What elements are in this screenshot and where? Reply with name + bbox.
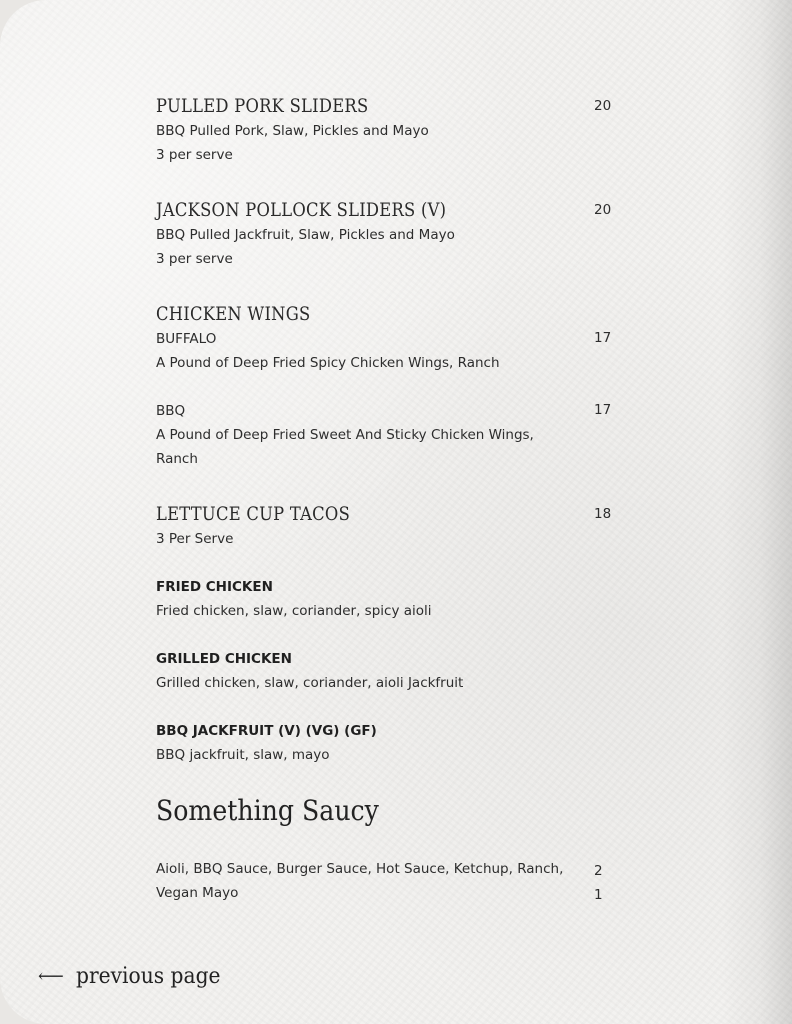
item-title-chicken-wings: CHICKEN WINGS: [156, 303, 311, 325]
taco-option-title: BBQ JACKFRUIT (V) (VG) (GF): [156, 723, 377, 739]
serve-pulled-pork-sliders: 3 per serve: [156, 147, 233, 163]
description-wings-buffalo: A Pound of Deep Fried Spicy Chicken Wings, Ranch: [156, 355, 500, 371]
price-wings-bbq: 17: [594, 402, 612, 418]
item-title-pulled-pork-sliders: PULLED PORK SLIDERS: [156, 95, 369, 117]
wings-bbq-label: BBQ: [156, 403, 186, 419]
serve-lettuce-cup-tacos: 3 Per Serve: [156, 531, 234, 547]
description-pulled-pork-sliders: BBQ Pulled Pork, Slaw, Pickles and Mayo: [156, 123, 429, 139]
taco-option-description: Fried chicken, slaw, coriander, spicy aioli: [156, 603, 432, 619]
previous-page-label: previous page: [75, 964, 221, 989]
serve-jackson-pollock-sliders: 3 per serve: [156, 251, 233, 267]
sauces-list-line-2: Vegan Mayo: [156, 885, 239, 901]
taco-option-description: BBQ jackfruit, slaw, mayo: [156, 747, 330, 763]
taco-option-title: GRILLED CHICKEN: [156, 651, 292, 667]
previous-page-link[interactable]: [38, 962, 233, 992]
taco-option-title: FRIED CHICKEN: [156, 579, 273, 595]
page-edge-shadow: [722, 0, 792, 1024]
description-wings-bbq-line-1: A Pound of Deep Fried Sweet And Sticky Chicken Wings,: [156, 427, 534, 443]
price-pulled-pork-sliders: 20: [594, 98, 612, 114]
price-sauce-line-2: 1: [594, 887, 603, 903]
wings-buffalo-label: BUFFALO: [156, 331, 217, 347]
arrow-left-icon: ⟵: [38, 966, 64, 987]
item-title-jackson-pollock-sliders: JACKSON POLLOCK SLIDERS (V): [156, 199, 447, 221]
section-heading-something-saucy: Something Saucy: [156, 794, 379, 827]
description-wings-bbq-line-2: Ranch: [156, 451, 198, 467]
price-jackson-pollock-sliders: 20: [594, 202, 612, 218]
description-jackson-pollock-sliders: BBQ Pulled Jackfruit, Slaw, Pickles and Mayo: [156, 227, 455, 243]
item-title-lettuce-cup-tacos: LETTUCE CUP TACOS: [156, 503, 351, 525]
price-lettuce-cup-tacos: 18: [594, 506, 612, 522]
price-sauce-line-1: 2: [594, 863, 603, 879]
sauces-list-line-1: Aioli, BBQ Sauce, Burger Sauce, Hot Sauce, Ketchup, Ranch,: [156, 861, 564, 877]
taco-option-description: Grilled chicken, slaw, coriander, aioli Jackfruit: [156, 675, 464, 691]
price-wings-buffalo: 17: [594, 330, 612, 346]
